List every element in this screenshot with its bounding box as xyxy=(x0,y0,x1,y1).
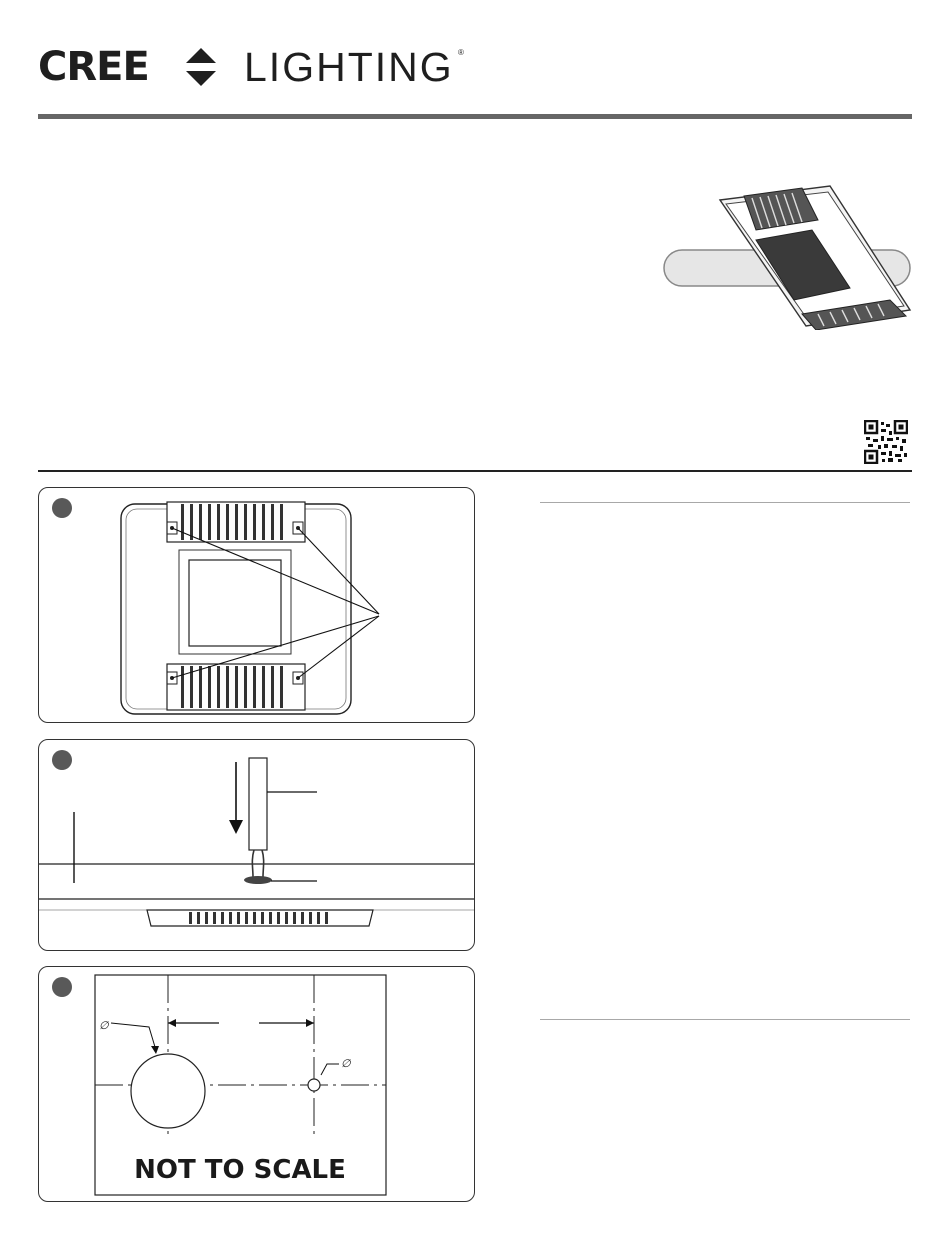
not-to-scale-caption: NOT TO SCALE xyxy=(134,1155,346,1185)
step-1-marker xyxy=(52,498,72,518)
large-hole-diameter-symbol: ∅ xyxy=(99,1019,109,1032)
cree-lighting-logo xyxy=(38,44,468,90)
product-fixture-image xyxy=(660,180,916,330)
header-divider xyxy=(38,114,912,119)
diamond-arrows-icon xyxy=(185,48,217,86)
right-column-top-rule xyxy=(540,502,910,503)
logo-brand-cree: CREE xyxy=(38,44,149,90)
right-column-bottom-rule xyxy=(540,1019,910,1020)
step-2-marker xyxy=(52,750,72,770)
section-divider xyxy=(38,470,912,472)
figure-1-panel xyxy=(38,487,475,723)
fixture-top-view-drawing xyxy=(39,488,475,723)
figure-2-panel xyxy=(38,739,475,951)
registered-mark: ® xyxy=(458,48,464,57)
qr-code-icon xyxy=(864,420,908,464)
step-3-marker xyxy=(52,977,72,997)
pendant-mount-drawing xyxy=(39,740,475,951)
small-hole-diameter-symbol: ∅ xyxy=(341,1057,351,1070)
logo-brand-lighting: LIGHTING xyxy=(244,44,454,90)
figure-3-panel xyxy=(38,966,475,1202)
